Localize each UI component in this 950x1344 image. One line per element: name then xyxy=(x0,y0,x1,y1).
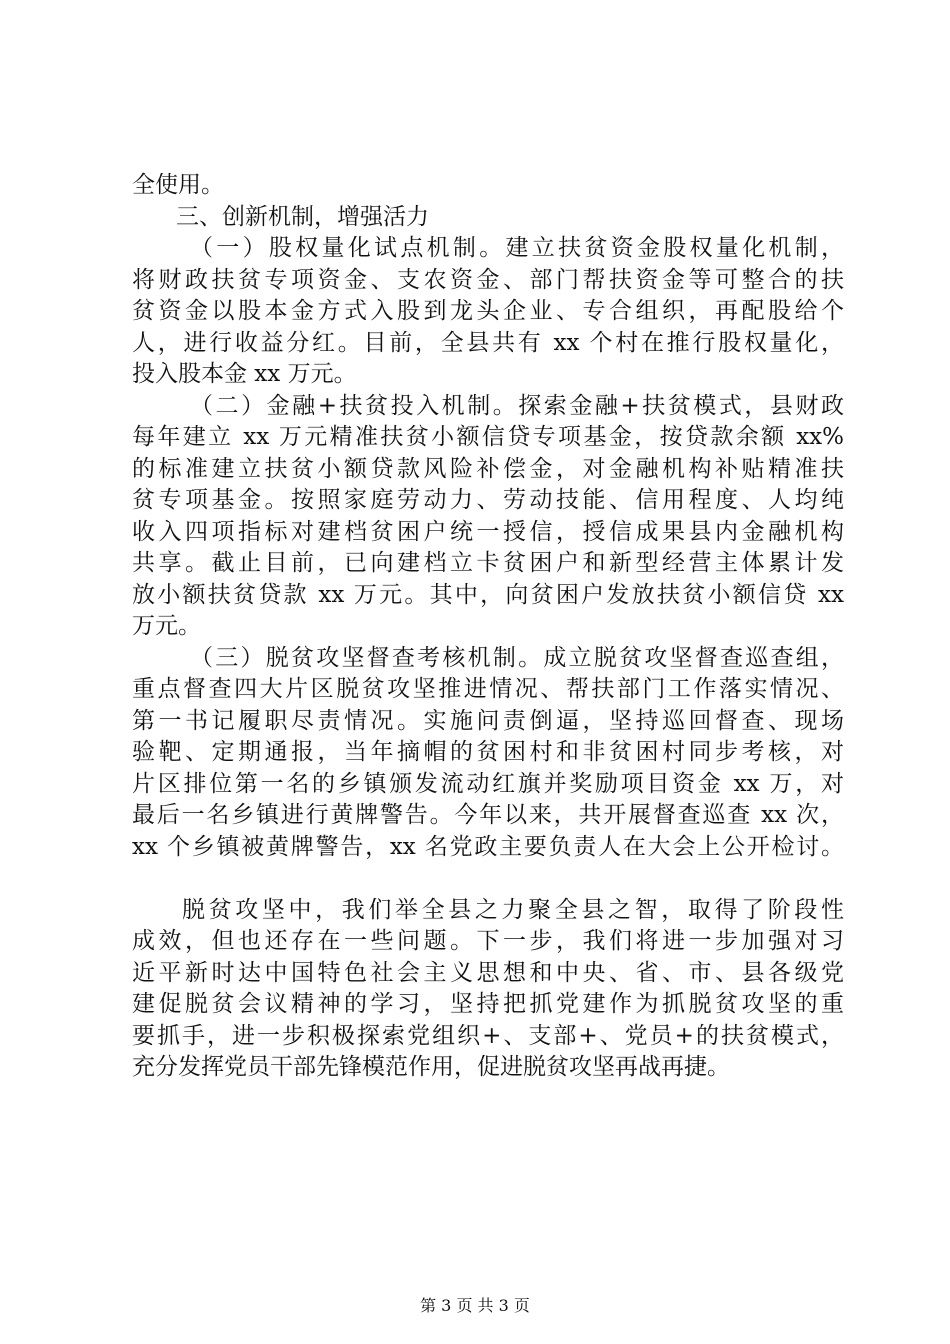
paragraph-gap xyxy=(132,863,844,895)
text-line: （二）金融+扶贫投入机制。探索金融+扶贫模式，县财政 xyxy=(190,392,844,419)
text-line: 片区排位第一名的乡镇颁发流动红旗并奖励项目资金 xx 万，对 xyxy=(132,770,844,797)
text-line: 全使用。 xyxy=(132,172,224,198)
document-body xyxy=(132,170,844,1084)
text-line: （一）股权量化试点机制。建立扶贫资金股权量化机制， xyxy=(190,235,844,261)
text-line: 验靶、定期通报，当年摘帽的贫困村和非贫困村同步考核，对 xyxy=(132,739,844,765)
text-line: 将财政扶贫专项资金、支农资金、部门帮扶资金等可整合的扶 xyxy=(132,266,844,293)
text-line: 脱贫攻坚中，我们举全县之力聚全县之智，取得了阶段性 xyxy=(182,896,844,923)
text-line: 建促脱贫会议精神的学习，坚持把抓党建作为抓脱贫攻坚的重 xyxy=(132,991,844,1017)
text-line: xx 个乡镇被黄牌警告，xx 名党政主要负责人在大会上公开检讨。 xyxy=(132,833,844,860)
text-line: 贫资金以股本金方式入股到龙头企业、专合组织，再配股给个 xyxy=(132,298,844,324)
section-heading: 三、创新机制，增强活力 xyxy=(176,203,429,230)
text-line: 投入股本金 xx 万元。 xyxy=(132,361,357,387)
text-line: 最后一名乡镇进行黄牌警告。今年以来，共开展督查巡查 xx 次， xyxy=(132,802,844,828)
text-line: 人，进行收益分红。目前，全县共有 xx 个村在推行股权量化， xyxy=(132,329,844,356)
text-line: 万元。 xyxy=(132,613,201,639)
text-line: 要抓手，进一步积极探索党组织+、支部+、党员+的扶贫模式， xyxy=(132,1022,844,1049)
page-footer: 第 3 页 共 3 页 xyxy=(420,1296,530,1315)
text-line: 每年建立 xx 万元精准扶贫小额信贷专项基金，按贷款余额 xx% xyxy=(132,424,844,450)
text-line: 的标准建立扶贫小额贷款风险补偿金，对金融机构补贴精准扶 xyxy=(132,455,844,482)
text-line: 放小额扶贫贷款 xx 万元。其中，向贫困户发放扶贫小额信贷 xx xyxy=(132,581,844,608)
text-line: 共享。截止目前，已向建档立卡贫困户和新型经营主体累计发 xyxy=(132,550,844,576)
text-line: 收入四项指标对建档贫困户统一授信，授信成果县内金融机构 xyxy=(132,518,844,545)
text-line: 成效，但也还存在一些问题。下一步，我们将进一步加强对习 xyxy=(132,928,844,954)
text-line: 近平新时达中国特色社会主义思想和中央、省、市、县各级党 xyxy=(132,959,844,986)
text-line: 充分发挥党员干部先锋模范作用，促进脱贫攻坚再战再捷。 xyxy=(132,1054,730,1080)
text-line: （三）脱贫攻坚督查考核机制。成立脱贫攻坚督查巡查组， xyxy=(190,644,844,671)
text-line: 重点督查四大片区脱贫攻坚推进情况、帮扶部门工作落实情况、 xyxy=(132,676,844,702)
text-line: 第一书记履职尽责情况。实施问责倒逼，坚持巡回督查、现场 xyxy=(132,707,844,734)
text-line: 贫专项基金。按照家庭劳动力、劳动技能、信用程度、人均纯 xyxy=(132,487,844,513)
